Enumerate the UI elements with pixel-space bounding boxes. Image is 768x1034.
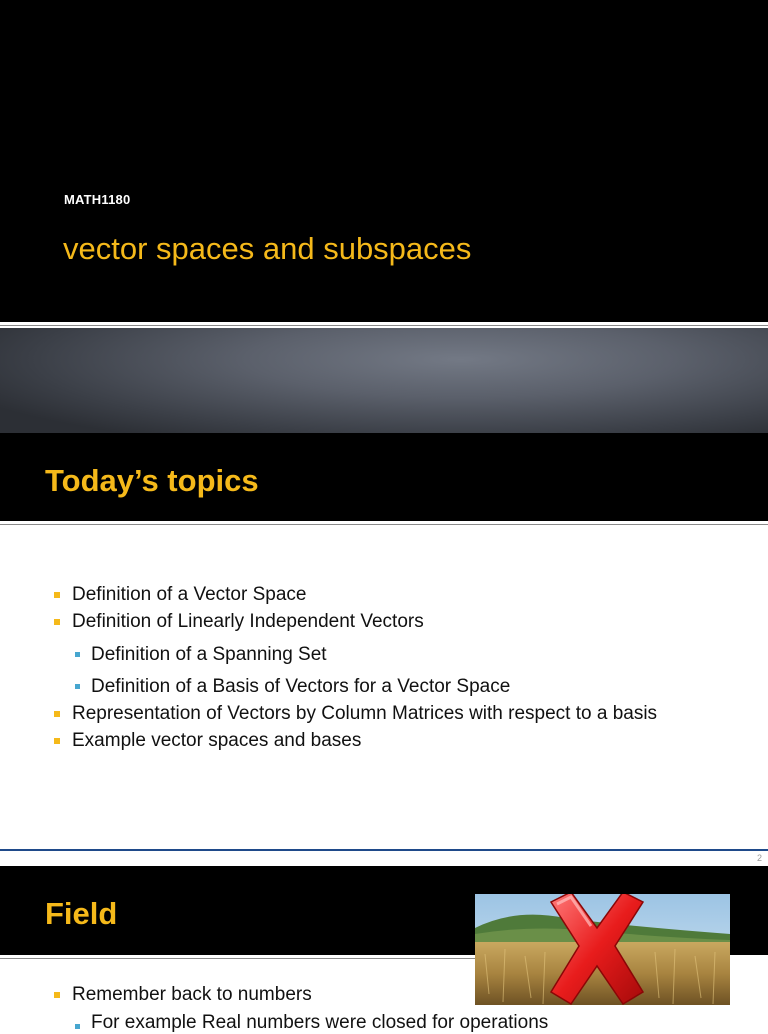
sub-bullet-icon <box>75 684 80 689</box>
list-item: Remember back to numbers <box>72 984 312 1005</box>
course-code: MATH1180 <box>64 192 131 207</box>
bullet-icon <box>54 711 60 717</box>
header-divider <box>0 521 768 523</box>
sub-bullet-icon <box>75 1024 80 1029</box>
list-item: Definition of a Basis of Vectors for a Vector Space <box>91 676 511 697</box>
slide-divider <box>0 322 768 324</box>
header-divider-shadow <box>0 958 475 959</box>
bullet-icon <box>54 619 60 625</box>
page-number: 2 <box>756 853 762 863</box>
list-item: Definition of Linearly Independent Vectors <box>72 611 424 632</box>
field-heading: Field <box>45 896 118 931</box>
title-gradient-band <box>0 328 768 433</box>
bullet-icon <box>54 592 60 598</box>
slide-divider-shadow <box>0 325 768 326</box>
list-item: Definition of a Vector Space <box>72 584 307 605</box>
bullet-icon <box>54 992 60 998</box>
header-divider-shadow <box>0 524 768 525</box>
slide-title: vector spaces and subspaces <box>63 231 472 266</box>
topics-heading: Today’s topics <box>45 463 259 498</box>
page-break-line <box>0 849 768 851</box>
list-item: Representation of Vectors by Column Matrices with respect to a basis <box>72 703 658 724</box>
list-item: Example vector spaces and bases <box>72 730 362 751</box>
list-item: Definition of a Spanning Set <box>91 644 327 665</box>
list-item: For example Real numbers were closed for operations <box>91 1012 549 1033</box>
sub-bullet-icon <box>75 652 80 657</box>
wheat-field-with-red-x-icon <box>475 894 730 1005</box>
header-divider <box>0 955 475 957</box>
bullet-icon <box>54 738 60 744</box>
title-slide <box>0 0 768 324</box>
